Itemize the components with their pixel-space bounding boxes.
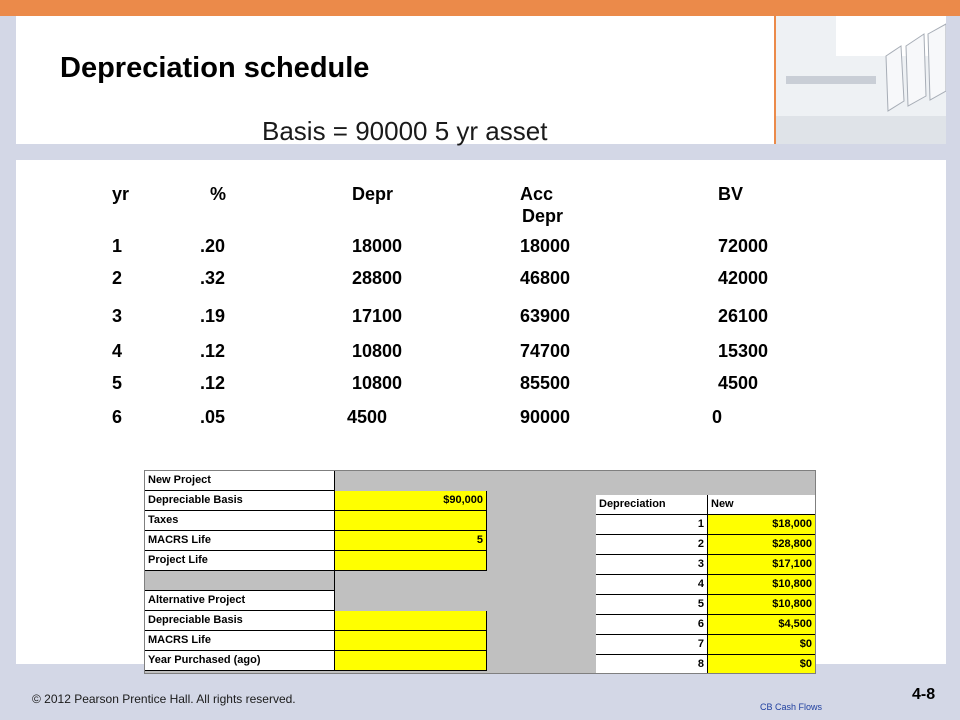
row-4-depr: 10800 — [352, 341, 403, 361]
ss-input-cell[interactable] — [335, 651, 487, 671]
ss-dep-header: Depreciation — [596, 495, 708, 515]
header-depr: Depr — [352, 184, 394, 204]
row-5-bv: 4500 — [718, 373, 759, 393]
copyright-notice: © 2012 Pearson Prentice Hall. All rights reserved. — [32, 692, 296, 706]
row-4-yr: 4 — [112, 341, 123, 361]
row-4-bv: 15300 — [718, 341, 769, 361]
row-2-pct: .32 — [200, 268, 226, 288]
slide-title: Depreciation schedule — [60, 52, 370, 84]
row-5-depr: 10800 — [352, 373, 403, 393]
chairs-image — [776, 16, 946, 144]
ss-dep-value: $10,800 — [708, 595, 816, 615]
header-percent: % — [210, 184, 227, 204]
ss-label: Alternative Project — [145, 591, 335, 611]
top-accent-bar — [0, 0, 960, 16]
header-yr: yr — [112, 184, 130, 204]
row-1-bv: 72000 — [718, 236, 769, 256]
ss-dep-value: $28,800 — [708, 535, 816, 555]
row-5-acc: 85500 — [520, 373, 571, 393]
row-2-yr: 2 — [112, 268, 123, 288]
ss-label: Year Purchased (ago) — [145, 651, 335, 671]
ss-dep-year: 8 — [596, 655, 708, 674]
row-3-yr: 3 — [112, 306, 123, 326]
ss-new-header: New — [708, 495, 816, 515]
row-6-bv: 0 — [712, 407, 723, 427]
row-6-yr: 6 — [112, 407, 123, 427]
ss-dep-year: 4 — [596, 575, 708, 595]
ss-input-cell[interactable]: $90,000 — [335, 491, 487, 511]
row-4-pct: .12 — [200, 341, 226, 361]
ss-dep-year: 2 — [596, 535, 708, 555]
basis-subtitle: Basis = 90000 5 yr asset — [262, 116, 548, 146]
ss-dep-value: $0 — [708, 635, 816, 655]
spreadsheet-excerpt — [144, 470, 816, 674]
ss-label: Project Life — [145, 551, 335, 571]
ss-dep-year: 7 — [596, 635, 708, 655]
ss-dep-year: 3 — [596, 555, 708, 575]
header-acc: Acc — [520, 184, 554, 204]
row-1-yr: 1 — [112, 236, 123, 256]
row-5-yr: 5 — [112, 373, 123, 393]
ss-dep-value: $17,100 — [708, 555, 816, 575]
ss-label: MACRS Life — [145, 631, 335, 651]
ss-input-cell[interactable] — [335, 631, 487, 651]
row-3-acc: 63900 — [520, 306, 571, 326]
header-acc-depr: Depr — [522, 206, 564, 226]
row-3-depr: 17100 — [352, 306, 403, 326]
row-1-depr: 18000 — [352, 236, 403, 256]
ss-label: Depreciable Basis — [145, 491, 335, 511]
ss-label: New Project — [145, 471, 335, 491]
row-2-acc: 46800 — [520, 268, 571, 288]
conference-room-photo — [774, 16, 946, 144]
row-6-acc: 90000 — [520, 407, 571, 427]
header-bv: BV — [718, 184, 744, 204]
page-number: 4-8 — [912, 686, 936, 703]
ss-dep-year: 5 — [596, 595, 708, 615]
row-2-bv: 42000 — [718, 268, 769, 288]
ss-label: MACRS Life — [145, 531, 335, 551]
row-5-pct: .12 — [200, 373, 226, 393]
row-6-pct: .05 — [200, 407, 226, 427]
ss-input-cell[interactable] — [335, 611, 487, 631]
ss-dep-value: $10,800 — [708, 575, 816, 595]
row-2-depr: 28800 — [352, 268, 403, 288]
row-6-depr: 4500 — [347, 407, 388, 427]
ss-dep-year: 6 — [596, 615, 708, 635]
row-1-pct: .20 — [200, 236, 226, 256]
row-3-pct: .19 — [200, 306, 226, 326]
ss-input-cell[interactable] — [335, 511, 487, 531]
ss-dep-value: $4,500 — [708, 615, 816, 635]
ss-dep-value: $0 — [708, 655, 816, 674]
ss-label: Taxes — [145, 511, 335, 531]
row-3-bv: 26100 — [718, 306, 769, 326]
footer-subtitle: CB Cash Flows — [760, 702, 823, 712]
ss-dep-value: $18,000 — [708, 515, 816, 535]
row-1-acc: 18000 — [520, 236, 571, 256]
ss-label: Depreciable Basis — [145, 611, 335, 631]
ss-dep-year: 1 — [596, 515, 708, 535]
row-4-acc: 74700 — [520, 341, 571, 361]
ss-input-cell[interactable]: 5 — [335, 531, 487, 551]
ss-label-blank — [145, 571, 335, 591]
ss-input-cell[interactable] — [335, 551, 487, 571]
